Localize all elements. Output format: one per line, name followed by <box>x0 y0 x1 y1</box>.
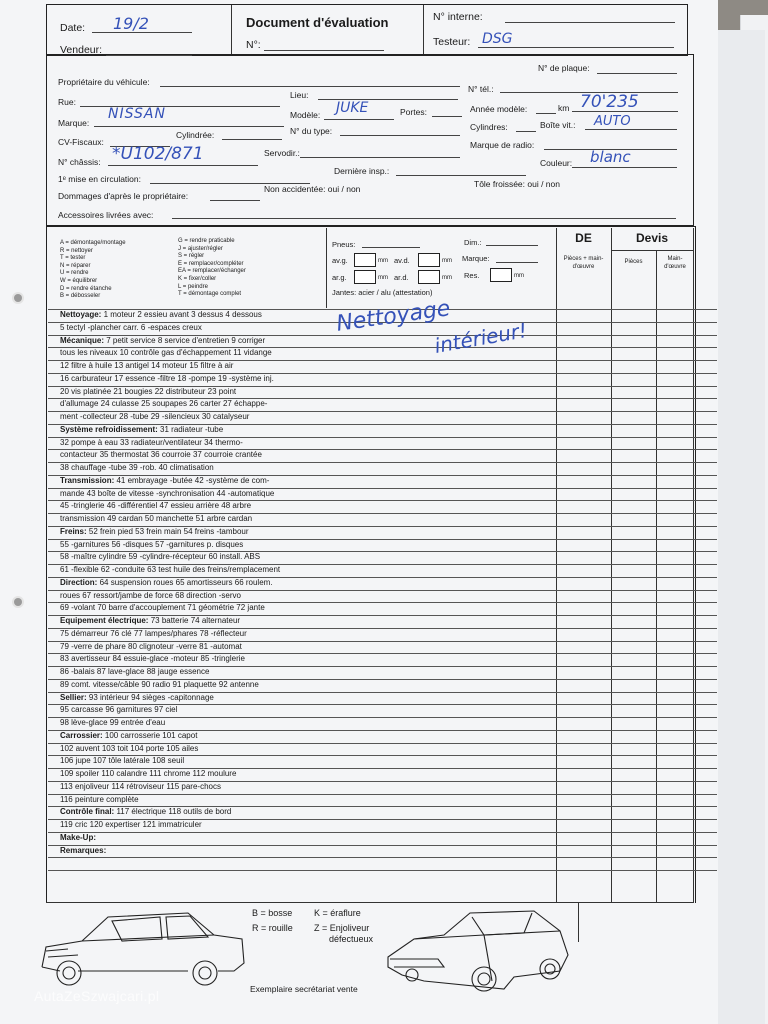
radio-label: Marque de radio: <box>470 140 535 150</box>
legend-hubcap: Z = Enjoliveur <box>314 923 370 933</box>
date-value: 19/2 <box>113 14 149 33</box>
owner-damage-label: Dommages d'après le propriétaire: <box>58 191 189 201</box>
handwritten-note-line1: Nettoyage <box>334 296 452 337</box>
task-row: Remarques: <box>60 845 107 855</box>
task-row: Transmission: 41 embrayage -butée 42 -système de com- <box>60 475 270 485</box>
copy-label: Exemplaire secrétariat vente <box>250 984 358 994</box>
rear-left-label: ar.g. <box>332 273 347 282</box>
task-row: 98 lève-glace 99 entrée d'eau <box>60 718 166 727</box>
task-row: 38 chauffage -tube 39 -rob. 40 climatisation <box>60 463 214 472</box>
tester-label: Testeur: <box>433 36 471 48</box>
task-row: 119 cric 120 expertiser 121 immatriculer <box>60 820 202 829</box>
task-row: 45 -tringlerie 46 -différentiel 47 essieu arrière 48 arbre <box>60 501 252 511</box>
punch-hole <box>14 294 22 302</box>
task-row: 12 filtre à huile 13 antigel 14 moteur 15 filtre à air <box>60 361 234 370</box>
row-divider <box>48 870 717 871</box>
color-value: blanc <box>590 148 631 166</box>
task-row: contacteur 35 thermostat 36 courroie 37 courroie crantée <box>60 450 262 460</box>
task-row: 32 pompe à eau 33 radiateur/ventilateur 34 thermo- <box>60 437 243 447</box>
legend-defective: défectueux <box>329 934 374 944</box>
car-coupe-three-quarter-icon <box>384 905 572 997</box>
watermark-text: AutaZeSzwajcari.pl <box>34 988 160 1004</box>
owner-label: Propriétaire du véhicule: <box>58 77 150 87</box>
task-row: Sellier: 93 intérieur 94 sièges -capitonnage <box>60 692 214 702</box>
cylinders-label: Cylindres: <box>470 122 508 132</box>
cv-label: CV-Fiscaux: <box>58 137 104 147</box>
type-number-label: N° du type: <box>290 126 333 136</box>
task-row: Carrossier: 100 carrosserie 101 capot <box>60 730 198 740</box>
col-header-parts-labour: Pièces + main-d'œuvre <box>563 256 604 270</box>
task-row: Système refroidissement: 31 radiateur -tube <box>60 424 224 434</box>
legend-rust: R = rouille <box>252 923 293 933</box>
rear-left-depth-box[interactable] <box>354 270 376 284</box>
km-value: 70'235 <box>580 92 639 112</box>
col-header-labour: Main-d'œuvre <box>664 256 686 270</box>
street-label: Rue: <box>58 97 76 107</box>
place-label: Lieu: <box>290 90 309 100</box>
chassis-value: *U102/871 <box>112 144 204 164</box>
col-header-de: DE <box>575 231 592 245</box>
task-row: 16 carburateur 17 essence -filtre 18 -pompe 19 -système inj. <box>60 373 274 383</box>
legend-right: G = rendre praticable J = ajuster/régler S = régler E = remplacer/compléter EA = remplacer/échanger K = fixer/coller L = peindre T = démontage complet <box>178 238 246 298</box>
chassis-label: N° châssis: <box>58 157 101 167</box>
tires-label: Pneus: <box>332 240 356 249</box>
task-row: Nettoyage: 1 moteur 2 essieu avant 3 dessus 4 dessous <box>60 310 262 319</box>
task-row: 20 vis platinée 21 bougies 22 distributeur 23 point <box>60 386 237 396</box>
col-header-devis: Devis <box>635 231 669 245</box>
handwritten-note-line2: intérieur! <box>432 318 529 358</box>
task-row: 95 carcasse 96 garnitures 97 ciel <box>60 705 178 715</box>
task-row: 89 comt. vitesse/câble 90 radio 91 plaquette 92 antenne <box>60 679 259 689</box>
task-row: Contrôle final: 117 électrique 118 outils de bord <box>60 807 232 817</box>
task-row: 79 -verre de phare 80 clignoteur -verre 81 -automat <box>60 641 242 651</box>
task-row: Mécanique: 7 petit service 8 service d'entretien 9 corriger <box>60 335 266 345</box>
task-row: 55 -garnitures 56 -disques 57 -garnitures p. disques <box>60 539 244 549</box>
gearbox-label: Boîte vit.: <box>540 120 576 130</box>
task-row: mande 43 boîte de vitesse -synchronisation 44 -automatique <box>60 488 275 498</box>
tel-label: N° tél.: <box>468 84 494 94</box>
brand-label: Marque: <box>462 254 490 263</box>
km-label: km <box>558 103 570 113</box>
last-inspection-label: Dernière insp.: <box>334 166 390 176</box>
task-row: 116 peinture complète <box>60 794 139 804</box>
task-row: 109 spoiler 110 calandre 111 chrome 112 moulure <box>60 769 237 778</box>
document-title: Document d'évaluation <box>246 15 389 30</box>
task-row: Equipement électrique: 73 batterie 74 alternateur <box>60 616 241 625</box>
date-label: Date: <box>60 22 86 34</box>
number-label: N°: <box>246 39 261 51</box>
rims-label: Jantes: acier / alu (attestation) <box>332 288 433 297</box>
task-row: 106 jupe 107 tôle latérale 108 seuil <box>60 756 185 766</box>
task-row: 69 -volant 70 barre d'accouplement 71 géométrie 72 jante <box>60 603 265 613</box>
make-label: Marque: <box>58 118 90 128</box>
plate-number-label: N° de plaque: <box>538 63 590 73</box>
spare-label: Res. <box>464 271 480 280</box>
task-row: 75 démarreur 76 clé 77 lampes/phares 78 -réflecteur <box>60 628 247 638</box>
first-registration-label: 1ᵉ mise en circulation: <box>58 174 141 184</box>
displacement-label: Cylindrée: <box>176 130 215 140</box>
task-row: 102 auvent 103 toit 104 porte 105 ailes <box>60 743 199 753</box>
doors-label: Portes: <box>400 107 427 117</box>
front-right-label: av.d. <box>394 256 410 265</box>
task-row: 113 enjoliveur 114 rétroviseur 115 pare-chocs <box>60 781 221 791</box>
task-row: ment -collecteur 28 -tube 29 -silencieux 30 catalyseur <box>60 412 250 421</box>
color-label: Couleur: <box>540 158 573 168</box>
task-row: Make-Up: <box>60 832 97 842</box>
car-sedan-side-icon <box>38 905 248 997</box>
row-divider <box>48 857 717 858</box>
task-row: tous les niveaux 10 contrôle gas d'échappement 11 vidange <box>60 348 272 358</box>
task-row: d'allumage 24 culasse 25 soupapes 26 carter 27 échappe- <box>60 399 268 409</box>
paper-stack-edge <box>716 30 765 1024</box>
evaluation-document: Date: 19/2 Vendeur: Document d'évaluation N°: N° interne: Testeur: DSG N° de plaque: Propriétaire du véhicule: N° tél.: Lieu: Rue: Marque: NISSAN Modèle: JUKE Portes: Année modèle: km 70'235 CV-Fiscaux: Cylindrée: N° du type: Cylindres: Boîte vit.: AUTO N° châssis: *U102/871 Servodir.: Marque de radio: 1ᵉ mise en circulation: Dernière insp.: Couleur: blanc Dommages d'après le propriétaire: Non accidentée: oui / non Tôle froissée: oui / non Accessoires livrées avec: A = démontage/montage R = nettoyer T = tester N = réparer U = rendre W = équilibrer D = rendre étanche B = débosseler G = rendre praticable J = ajuster/régler S = régler E = remplacer/compléter EA = remplacer/échanger K = fixer/coller L = peindre T = démontage complet Pneus: Dim.: av.g. mm av.d. mm Marque: ar.g. mm ar.d. mm Res. mm Jantes: acier / alu (attestation) DE Devis Pièces + main-d'œuvre Pièces Main-d'œuvre Nettoyage: 1 moteur 2 essieu avant 3 dessus 4 dessous 5 tectyl -plancher carr. 6 -espaces creux Mécanique: 7 petit service 8 service d'entretien 9 corriger tous les niveaux 10 contrôle gas d'échappement 11 vidange 12 filtre à huile 13 antigel 14 moteur 15 filtre à air 16 carburateur 17 essence -filtre 18 -pompe 19 -système inj. 20 vis platinée 21 bougies 22 distributeur 23 point d'allumage 24 culasse 25 soupapes 26 carter 27 échappe- ment -collecteur 28 -tube 29 -silencieux 30 catalyseur Système refroidissement: 31 radiateur -tube 32 pompe à eau 33 radiateur/ventilateur 34 thermo- contacteur 35 thermostat 36 courroie 37 courroie crantée 38 chauffage -tube 39 -rob. 40 climatisation Transmission: 41 embrayage -butée 42 -système de com- mande 43 boîte de vitesse -synchronisation 44 -automatique 45 -tringlerie 46 -différentiel 47 essieu arrière 48 arbre transmission 49 cardan 50 manchette 51 arbre cardan Freins: 52 frein pied 53 frein main 54 freins -tambour 55 -garnitures 56 -disques 57 -garnitures p. disques 58 -maître cylindre 59 -cylindre-récepteur 60 install. ABS 61 -flexible 62 -conduite 63 test huile des freins/remplacement Direction: 64 suspension roues 65 amortisseurs 66 roulem. roues 67 ressort/jambe de force 68 direction -servo 69 -volant 70 barre d'accouplement 71 géométrie 72 jante Equipement électrique: 73 batterie 74 alternateur 75 démarreur 76 clé 77 lampes/phares 78 -réflecteur 79 -verre de phare 80 clignoteur -verre 81 -automat 83 avertisseur 84 essuie-glace -moteur 85 -tringlerie 86 -balais 87 lave-glace 88 jauge essence 89 comt. vitesse/câble 90 radio 91 plaquette 92 antenne Sellier: 93 intérieur 94 sièges -capitonnage 95 carcasse 96 garnitures 97 ciel 98 lève-glace 99 entrée d'eau Carrossier: 100 carrosserie 101 capot 102 auvent 103 toit 104 porte 105 ailes 106 jupe 107 tôle latérale 108 seuil 109 spoiler 110 calandre 111 chrome 112 moulure 113 enjoliveur 114 rétroviseur 115 pare-chocs 116 peinture complète Contrôle final: 117 électrique 118 outils de bord 119 cric 120 expertiser 121 immatriculer Make-Up: Remarques: Nettoyage intérieur! B = bosse R = rouille K = éraflure Z = Enjoliveur défectueux Exemplaire secrétariat vente AutaZeSzwajcari.pl <box>0 0 718 1024</box>
task-row: transmission 49 cardan 50 manchette 51 arbre cardan <box>60 514 253 523</box>
task-row: Freins: 52 frein pied 53 frein main 54 freins -tambour <box>60 526 249 536</box>
rear-right-label: ar.d. <box>394 273 409 282</box>
model-label: Modèle: <box>290 110 321 120</box>
model-year-label: Année modèle: <box>470 104 528 114</box>
front-right-depth-box[interactable] <box>418 253 440 267</box>
punch-hole <box>14 598 22 606</box>
internal-number-label: N° interne: <box>433 11 483 23</box>
task-row: 61 -flexible 62 -conduite 63 test huile des freins/remplacement <box>60 565 281 574</box>
legend-dent: B = bosse <box>252 908 293 918</box>
gearbox-value: AUTO <box>594 114 631 129</box>
task-row: 86 -balais 87 lave-glace 88 jauge essence <box>60 667 210 676</box>
task-row: 83 avertisseur 84 essuie-glace -moteur 85 -tringlerie <box>60 654 245 664</box>
servo-label: Servodir.: <box>264 148 300 158</box>
tester-value: DSG <box>482 31 513 47</box>
model-value: JUKE <box>336 100 369 116</box>
seller-label: Vendeur: <box>60 44 103 56</box>
rear-right-depth-box[interactable] <box>418 270 440 284</box>
no-accident-label: Non accidentée: oui / non <box>264 184 361 194</box>
task-row: Direction: 64 suspension roues 65 amortisseurs 66 roulem. <box>60 577 273 587</box>
spare-depth-box[interactable] <box>490 268 512 282</box>
front-left-depth-box[interactable] <box>354 253 376 267</box>
task-row: roues 67 ressort/jambe de force 68 direction -servo <box>60 590 241 600</box>
dimension-label: Dim.: <box>464 238 482 247</box>
accessories-label: Accessoires livrées avec: <box>58 210 154 220</box>
legend-left: A = démontage/montage R = nettoyer T = tester N = réparer U = rendre W = équilibrer D = rendre étanche B = débosseler <box>60 240 126 300</box>
front-left-label: av.g. <box>332 256 348 265</box>
bent-sheet-label: Tôle froissée: oui / non <box>474 179 560 189</box>
make-value: NISSAN <box>108 106 166 122</box>
task-row: 5 tectyl -plancher carr. 6 -espaces creux <box>60 322 202 332</box>
task-row: 58 -maître cylindre 59 -cylindre-récepteur 60 install. ABS <box>60 552 261 562</box>
col-header-parts: Pièces <box>624 259 643 265</box>
legend-scratch: K = éraflure <box>314 908 361 918</box>
